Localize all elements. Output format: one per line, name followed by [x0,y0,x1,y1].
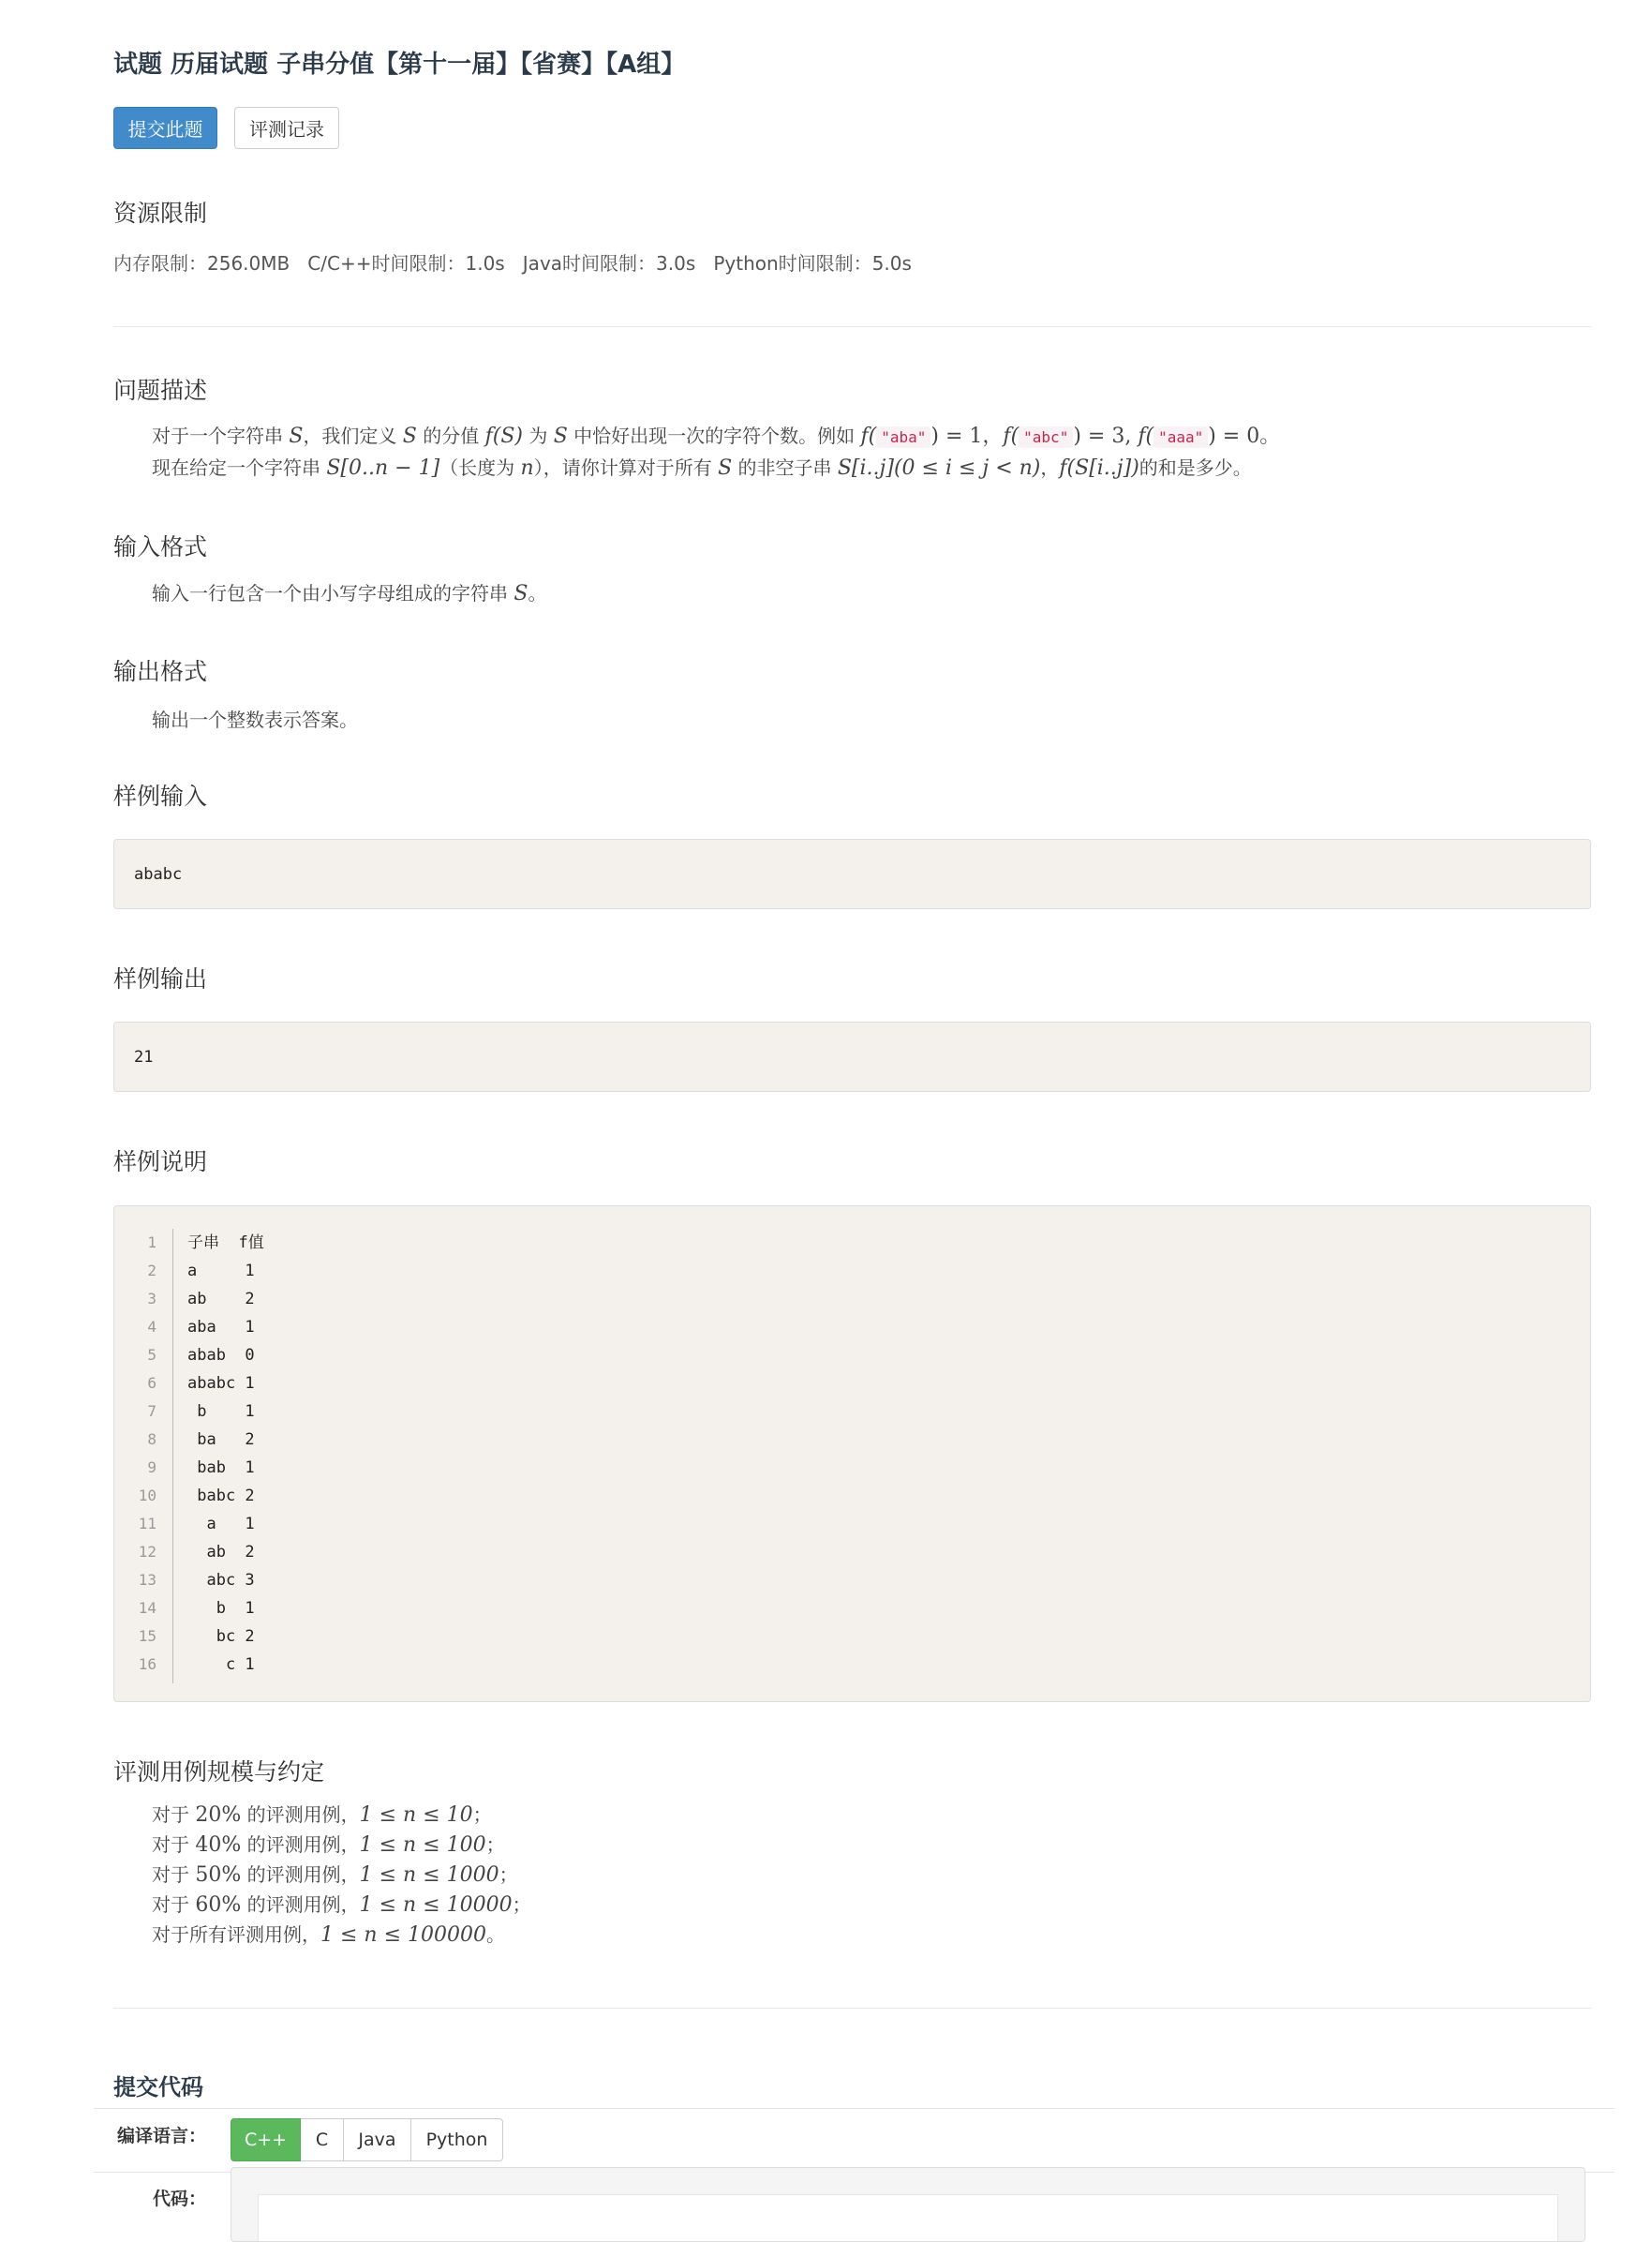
math: S[0..n − 1] [326,456,440,480]
inline-code-aaa: "aaa" [1153,426,1208,448]
constraint-row [152,1830,505,1857]
math-S: S [553,425,568,448]
constraint-row [152,1800,492,1827]
text: 的评测用例， [241,1893,360,1916]
submit-problem-button[interactable]: 提交此题 [113,107,217,149]
math: S [718,456,733,480]
constraint-row [152,1890,531,1917]
constraint-row [152,1920,505,1947]
text: ； [512,1893,531,1916]
resource-limits-heading: 资源限制 [113,200,208,227]
text: 输入一行包含一个由小写字母组成的字符串 [152,582,514,605]
text: 对于 [152,1803,196,1826]
text: ，我们定义 [303,425,403,447]
math-f: f( [860,425,877,448]
constraint-row [152,1860,518,1887]
text: 的评测用例， [241,1833,360,1856]
math: S[i..j](0 ≤ i ≤ j < n) [837,456,1041,480]
resource-limits-text: 内存限制：256.0MB C/C++时间限制：1.0s Java时间限制：3.0s Python时间限制：5.0s [113,252,912,275]
line-number: 1 [147,1233,156,1251]
line-number: 6 [147,1374,156,1392]
code-line: ba 2 [187,1430,255,1449]
text: 对于 [152,1893,196,1916]
math: 1 ≤ n ≤ 10 [359,1803,473,1827]
language-option-python[interactable]: Python [411,2118,503,2161]
sample-explain-heading: 样例说明 [113,1148,208,1175]
code-line: ab 2 [187,1290,255,1308]
sample-input-value: ababc [134,864,183,884]
text: ； [485,1833,505,1856]
code-label: 代码： [153,2189,207,2209]
language-option-java[interactable]: Java [344,2118,411,2161]
percent: 50% [195,1863,242,1887]
line-number: 12 [138,1543,156,1561]
text: 。 [486,1923,505,1946]
input-format-text [152,578,546,605]
text: ， [1040,456,1060,479]
divider [113,326,1591,327]
code-line: a 1 [187,1262,255,1280]
code-editor-input[interactable] [258,2194,1558,2241]
description-heading: 问题描述 [113,377,208,404]
line-number: 7 [147,1402,156,1420]
description-line-1 [152,420,1280,449]
language-option-cpp[interactable]: C++ [231,2118,301,2161]
math-fS: f(S) [484,425,523,448]
code-line: ab 2 [187,1543,255,1562]
math: f(S[i..j]) [1059,456,1139,480]
judge-records-button[interactable]: 评测记录 [234,107,339,149]
math: 1 ≤ n ≤ 10000 [359,1893,513,1917]
code-editor[interactable] [231,2167,1585,2242]
sample-output-heading: 样例输出 [113,965,208,993]
code-line: ababc 1 [187,1374,255,1393]
code-line: bc 2 [187,1627,255,1646]
math-f: f( [1003,425,1019,448]
description-line-2 [152,453,1252,480]
math-S: S [402,425,417,448]
sample-input-heading: 样例输入 [113,783,208,810]
sample-output-block [113,1022,1591,1092]
submit-code-heading: 提交代码 [113,2074,203,2100]
code-line: b 1 [187,1599,255,1618]
code-line: a 1 [187,1515,255,1533]
line-number: 2 [147,1262,156,1279]
output-format-heading: 输出格式 [113,658,208,685]
line-number: 10 [138,1487,156,1504]
text: 对于 [152,1863,196,1886]
line-number: 3 [147,1290,156,1308]
language-selector[interactable] [231,2118,503,2161]
text: ； [499,1863,518,1886]
math: 1 ≤ n ≤ 1000 [359,1863,499,1887]
code-line: babc 2 [187,1487,255,1505]
line-number: 4 [147,1318,156,1336]
text: 对于 [152,1833,196,1856]
constraints-heading: 评测用例规模与约定 [113,1758,325,1786]
code-line: abc 3 [187,1571,255,1590]
math-result: ) = 3, [1073,425,1139,448]
math-result: ) = 0。 [1208,425,1281,448]
inline-code-abc: "abc" [1019,426,1073,448]
text: 中恰好出现一次的字符个数。例如 [567,425,861,447]
sample-explain-code-block [113,1205,1591,1702]
math-S: S [289,425,304,448]
percent: 60% [195,1893,242,1917]
language-label: 编译语言： [117,2126,207,2146]
percent: 20% [195,1803,242,1827]
math-S: S [513,582,528,605]
percent: 40% [195,1833,242,1857]
math: 1 ≤ n ≤ 100000 [320,1923,486,1947]
language-option-c[interactable]: C [301,2118,344,2161]
line-number: 11 [138,1515,156,1532]
line-number: 9 [147,1458,156,1476]
text: 的和是多少。 [1139,456,1252,479]
math: n [520,456,534,480]
sample-input-block [113,839,1591,909]
code-line: b 1 [187,1402,255,1421]
text: 的评测用例， [241,1863,360,1886]
code-line: aba 1 [187,1318,255,1337]
text: 为 [522,425,554,447]
text: ），请你计算对于所有 [533,456,719,479]
math-result: ) = 1， [930,425,1004,448]
text: 的分值 [416,425,485,447]
code-line: 子串 f值 [187,1233,264,1252]
text: 对于所有评测用例， [152,1923,320,1946]
text: 的非空子串 [732,456,838,479]
inline-code-aba: "aba" [876,426,930,448]
code-line: c 1 [187,1655,255,1674]
text: 对于一个字符串 [152,425,290,447]
line-number: 13 [138,1571,156,1589]
output-format-text: 输出一个整数表示答案。 [152,709,358,731]
text: （长度为 [439,456,521,479]
input-format-heading: 输入格式 [113,533,208,560]
line-number: 15 [138,1627,156,1645]
page-title: 试题 历届试题 子串分值【第十一届】【省赛】【A组】 [113,51,686,79]
line-number: 5 [147,1346,156,1364]
line-number: 14 [138,1599,156,1617]
math: 1 ≤ n ≤ 100 [359,1833,486,1857]
line-number: 8 [147,1430,156,1448]
code-line: abab 0 [187,1346,255,1365]
text: 的评测用例， [241,1803,360,1826]
divider [113,2008,1591,2009]
text: 。 [528,582,547,605]
sample-output-value: 21 [134,1047,154,1067]
form-divider [94,2108,1615,2109]
text: ； [472,1803,492,1826]
code-line: bab 1 [187,1458,255,1477]
line-number: 16 [138,1655,156,1673]
text: 现在给定一个字符串 [152,456,327,479]
math-f: f( [1138,425,1154,448]
